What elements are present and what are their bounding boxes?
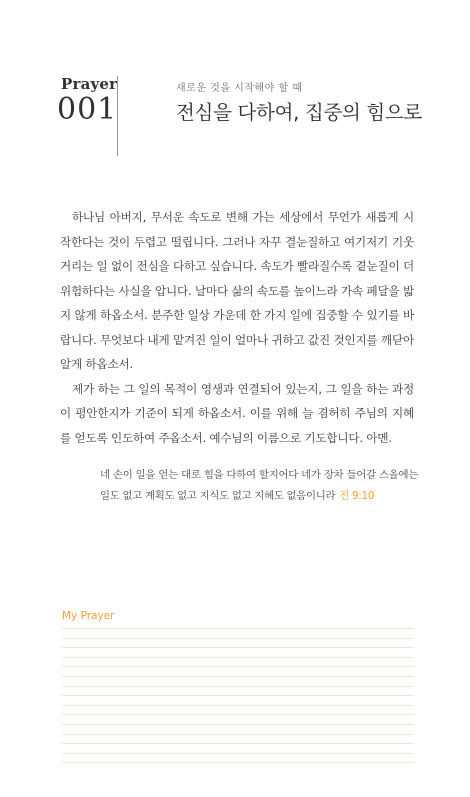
prayer-label: Prayer [61, 75, 118, 93]
prayer-body [60, 205, 414, 450]
ruled-line [62, 705, 414, 706]
ruled-line [62, 657, 414, 658]
ruled-line [62, 628, 414, 629]
verse-text: 네 손이 일을 얻는 대로 힘을 다하여 할지어다 네가 장차 들어갈 스올에는 일도 없고 계획도 없고 지식도 없고 지혜도 없음이니라 [100, 469, 418, 502]
verse-reference: 전 9:10 [339, 490, 375, 502]
ruled-line [62, 638, 414, 639]
body-paragraph: 하나님 아버지, 무서운 속도로 변해 가는 세상에서 무언가 새롭게 시작한다는 것이 두렵고 떨립니다. 그러나 자꾸 결눈질하고 여기저기 기웃거리는 일 없이 전심을 다하고 싶습니다. 속도가 빨라질수록 곁눈질이 더 위험하다는 사실을 압니다. 날마다 삶의 속도를 높이느라 가속 페달을 밟지 않게 하옵소서. 분주한 일상 가운데 한 가지 일에 집중할 수 있기를 바랍니다. 무엇보다 내게 맡겨진 일이 얼마나 귀하고 값진 것인지를 깨닫아 알게 하옵소서. [60, 210, 414, 371]
prayer-title: 전심을 다하여, 집중의 힘으로 [176, 101, 423, 124]
my-prayer-label: My Prayer [62, 610, 115, 622]
ruled-line [62, 686, 414, 687]
ruled-line [62, 734, 414, 735]
ruled-line [62, 743, 414, 744]
scripture-verse [100, 465, 418, 507]
my-prayer-writing-area[interactable] [62, 628, 414, 772]
ruled-line [62, 676, 414, 677]
ruled-line [62, 666, 414, 667]
body-paragraph: 제가 하는 그 일의 목적이 영생과 연결되어 있는지, 그 일을 하는 과정이 평안한지가 기준이 되게 하옵소서. 이를 위해 늘 겸허히 주님의 지혜를 얻도록 인도하여 주옵소서. 예수님의 이름으로 기도합니다. 아멘. [60, 381, 414, 445]
ruled-line [62, 695, 414, 696]
ruled-line [62, 753, 414, 754]
ruled-line [62, 724, 414, 725]
prayer-subtitle: 새로운 것을 시작해야 할 때 [176, 83, 303, 94]
ruled-line [62, 762, 414, 763]
header-divider [117, 76, 118, 156]
ruled-line [62, 714, 414, 715]
ruled-line [62, 647, 414, 648]
prayer-number: 001 [57, 92, 118, 127]
